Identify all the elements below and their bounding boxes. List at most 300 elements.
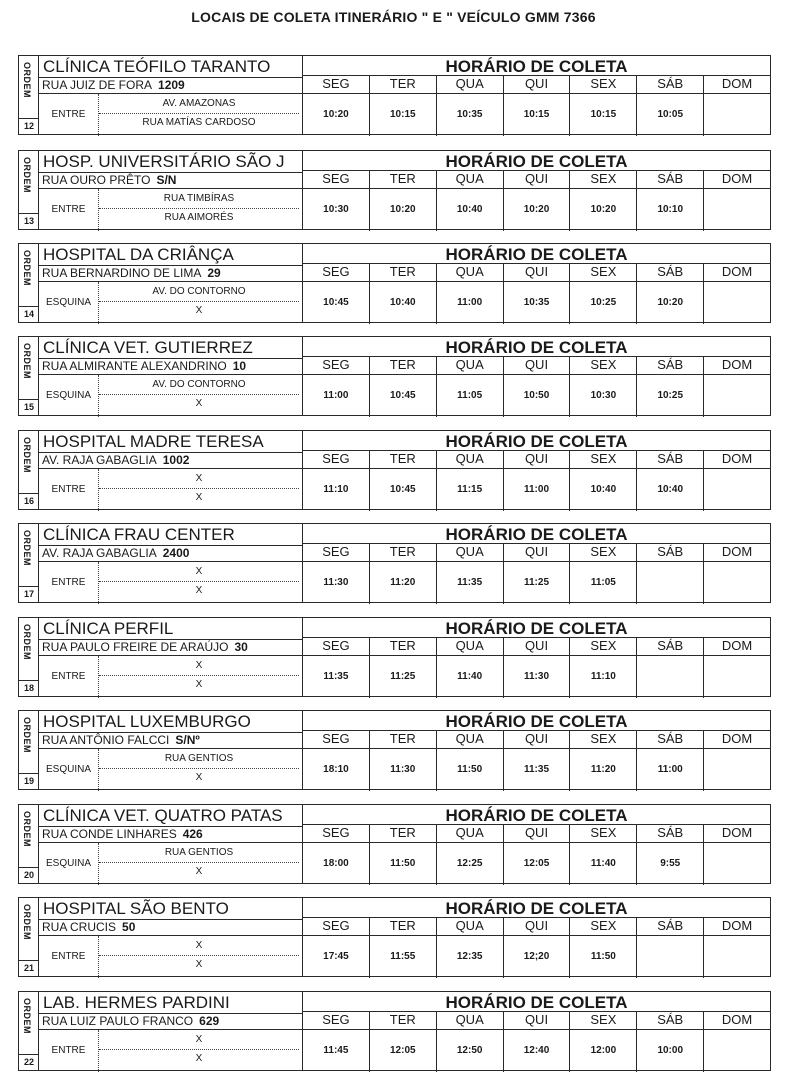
ordem-column: [19, 618, 39, 696]
street: RUA JUIZ DE FORA: [42, 78, 153, 92]
connector: ENTRE: [39, 562, 99, 604]
collection-time: 11:50: [370, 843, 437, 885]
day-header: QUI: [504, 451, 571, 468]
schedule: [303, 151, 770, 229]
days-row: [303, 171, 770, 189]
day-header: SÁB: [637, 171, 704, 188]
schedule-title: HORÁRIO DE COLETA: [303, 898, 770, 918]
day-header: TER: [370, 171, 437, 188]
collection-time: 10:30: [303, 189, 370, 231]
day-header: SEX: [570, 171, 637, 188]
day-header: SÁB: [637, 638, 704, 655]
day-header: SEX: [570, 264, 637, 281]
day-header: SEX: [570, 357, 637, 374]
ordem-label: ORDEM: [22, 624, 32, 660]
ordem-column: [19, 711, 39, 789]
day-header: SEG: [303, 544, 370, 561]
collection-time: 18:10: [303, 749, 370, 791]
address-row: [39, 172, 302, 189]
collection-time: 10:45: [370, 469, 437, 511]
schedule-title: HORÁRIO DE COLETA: [303, 805, 770, 825]
street: RUA ANTÔNIO FALCCI: [42, 733, 170, 747]
schedule: [303, 992, 770, 1070]
collection-time: 10:25: [570, 282, 637, 324]
location-card: [18, 991, 771, 1071]
day-header: TER: [370, 825, 437, 842]
location-info: [39, 151, 303, 229]
collection-time: 12:50: [437, 1030, 504, 1072]
cross-street-1: X: [99, 563, 299, 582]
day-header: SEX: [570, 451, 637, 468]
location-name: HOSP. UNIVERSITÁRIO SÃO J: [43, 152, 285, 171]
location-name: HOSPITAL MADRE TERESA: [43, 432, 264, 451]
ordem-number: 15: [19, 399, 39, 415]
ordem-label: ORDEM: [22, 437, 32, 473]
day-header: SÁB: [637, 264, 704, 281]
location-name: LAB. HERMES PARDINI: [43, 993, 230, 1012]
cross-street-2: X: [195, 1053, 203, 1064]
collection-time: 11:35: [303, 656, 370, 698]
day-header: SEG: [303, 731, 370, 748]
ordem-column: [19, 898, 39, 976]
day-header: TER: [370, 638, 437, 655]
ordem-column: [19, 524, 39, 602]
times-row: [303, 749, 770, 791]
collection-time: 10:35: [437, 94, 504, 136]
street-number: 29: [207, 266, 221, 280]
day-header: DOM: [721, 544, 753, 559]
day-header: SÁB: [637, 357, 704, 374]
days-row: [303, 357, 770, 375]
collection-time: 11:05: [437, 375, 504, 417]
ordem-label: ORDEM: [22, 62, 32, 98]
day-header: QUI: [504, 264, 571, 281]
day-header: QUI: [504, 171, 571, 188]
ordem-label: ORDEM: [22, 157, 32, 193]
street: RUA LUIZ PAULO FRANCO: [42, 1014, 194, 1028]
street: RUA BERNARDINO DE LIMA: [42, 266, 202, 280]
street: RUA CONDE LINHARES: [42, 827, 177, 841]
connector: ENTRE: [39, 1030, 99, 1072]
days-row: [303, 1012, 770, 1030]
collection-time: 11:40: [437, 656, 504, 698]
schedule-title: HORÁRIO DE COLETA: [303, 56, 770, 76]
collection-time: 10:05: [637, 94, 704, 136]
address-row: [39, 77, 302, 94]
collection-time: 10:00: [637, 1030, 704, 1072]
day-header: QUA: [437, 171, 504, 188]
connector: ESQUINA: [39, 375, 99, 417]
day-header: SEX: [570, 731, 637, 748]
address-row: [39, 265, 302, 282]
collection-time: 11:25: [370, 656, 437, 698]
collection-time: [704, 282, 770, 324]
days-row: [303, 638, 770, 656]
day-header: TER: [370, 918, 437, 935]
day-header: SÁB: [637, 731, 704, 748]
street: RUA ALMIRANTE ALEXANDRINO: [42, 359, 227, 373]
collection-time: [704, 562, 770, 604]
street-number: 50: [122, 920, 136, 934]
collection-time: 10:40: [370, 282, 437, 324]
cross-street-1: X: [99, 1031, 299, 1050]
schedule-title: HORÁRIO DE COLETA: [303, 151, 770, 171]
street-number: 426: [182, 827, 203, 841]
day-header: SÁB: [637, 451, 704, 468]
location-info: [39, 524, 303, 602]
collection-time: 11:05: [570, 562, 637, 604]
address-row: [39, 919, 302, 936]
address-row: [39, 639, 302, 656]
collection-time: 10:40: [437, 189, 504, 231]
ordem-number: 18: [19, 680, 39, 696]
day-header: SEG: [303, 918, 370, 935]
cross-street-1: RUA GENTIOS: [99, 844, 299, 863]
collection-time: 11:30: [303, 562, 370, 604]
address-row: [39, 452, 302, 469]
street-number: 30: [234, 640, 248, 654]
collection-time: [704, 843, 770, 885]
location-card: [18, 617, 771, 697]
collection-time: [704, 189, 770, 231]
collection-time: [704, 936, 770, 978]
cross-street-1: AV. AMAZONAS: [99, 95, 299, 114]
collection-time: [704, 469, 770, 511]
collection-time: 11:10: [570, 656, 637, 698]
day-header: QUA: [437, 264, 504, 281]
ordem-column: [19, 151, 39, 229]
street-number: 10: [232, 359, 247, 373]
collection-time: 12:40: [504, 1030, 571, 1072]
ordem-number: 16: [19, 493, 39, 509]
collection-time: 11:30: [370, 749, 437, 791]
location-info: [39, 431, 303, 509]
cross-street-2: X: [195, 585, 203, 596]
collection-time: 10:15: [370, 94, 437, 136]
day-header: SEG: [303, 451, 370, 468]
cross-street-2: RUA AIMORÉS: [164, 212, 234, 223]
collection-time: 10:15: [504, 94, 571, 136]
collection-time: [637, 936, 704, 978]
ordem-number: 17: [19, 586, 39, 602]
location-name: CLÍNICA PERFIL: [43, 619, 174, 638]
ordem-label: ORDEM: [22, 250, 32, 286]
day-header: QUA: [437, 357, 504, 374]
address-row: [39, 1013, 302, 1030]
street-number: S/N: [156, 173, 177, 187]
day-header: QUA: [437, 731, 504, 748]
cross-street-2: X: [195, 959, 203, 970]
day-header: QUI: [504, 544, 571, 561]
times-row: [303, 936, 770, 978]
day-header: TER: [370, 544, 437, 561]
collection-time: 10:35: [504, 282, 571, 324]
schedule-title: HORÁRIO DE COLETA: [303, 244, 770, 264]
cross-street-2: RUA MATÍAS CARDOSO: [142, 117, 256, 128]
cross-street-1: AV. DO CONTORNO: [99, 283, 299, 302]
location-card: [18, 430, 771, 510]
days-row: [303, 451, 770, 469]
collection-time: 10:20: [504, 189, 571, 231]
cross-street-2: X: [195, 772, 203, 783]
collection-time: 12:25: [437, 843, 504, 885]
connector: ENTRE: [39, 656, 99, 698]
collection-time: 10:40: [637, 469, 704, 511]
collection-time: 10:25: [637, 375, 704, 417]
location-name: CLÍNICA FRAU CENTER: [43, 525, 235, 544]
day-header: DOM: [721, 918, 753, 933]
collection-time: 11:35: [437, 562, 504, 604]
day-header: QUA: [437, 918, 504, 935]
schedule-title: HORÁRIO DE COLETA: [303, 992, 770, 1012]
collection-time: 12:05: [370, 1030, 437, 1072]
collection-time: 12;20: [504, 936, 571, 978]
street-number: 1209: [158, 78, 185, 92]
collection-time: 11:00: [637, 749, 704, 791]
ordem-column: [19, 992, 39, 1070]
day-header: QUI: [504, 76, 571, 93]
location-name: CLÍNICA TEÓFILO TARANTO: [43, 57, 271, 76]
ordem-number: 12: [19, 118, 39, 134]
street: RUA PAULO FREIRE DE ARAÚJO: [42, 640, 229, 654]
day-header: SEG: [303, 264, 370, 281]
ordem-number: 13: [19, 213, 39, 229]
collection-time: [704, 375, 770, 417]
location-info: [39, 992, 303, 1070]
days-row: [303, 825, 770, 843]
address-row: [39, 545, 302, 562]
day-header: TER: [370, 357, 437, 374]
location-card: [18, 523, 771, 603]
ordem-column: [19, 337, 39, 415]
location-info: [39, 618, 303, 696]
street-number: 629: [199, 1014, 220, 1028]
days-row: [303, 731, 770, 749]
collection-time: 11:50: [570, 936, 637, 978]
day-header: SEG: [303, 76, 370, 93]
day-header: TER: [370, 76, 437, 93]
location-name: CLÍNICA VET. GUTIERREZ: [43, 338, 253, 357]
day-header: DOM: [721, 171, 753, 186]
location-info: [39, 244, 303, 322]
collection-time: 10:15: [570, 94, 637, 136]
street: RUA OURO PRÊTO: [42, 173, 151, 187]
schedule: [303, 711, 770, 789]
ordem-label: ORDEM: [22, 530, 32, 566]
day-header: DOM: [721, 1012, 753, 1027]
collection-time: 12:00: [570, 1030, 637, 1072]
collection-time: 11:40: [570, 843, 637, 885]
day-header: QUA: [437, 544, 504, 561]
collection-time: [637, 656, 704, 698]
day-header: DOM: [721, 638, 753, 653]
cross-street-1: RUA GENTIOS: [99, 750, 299, 769]
collection-time: [704, 656, 770, 698]
collection-time: 10:20: [570, 189, 637, 231]
day-header: QUI: [504, 357, 571, 374]
collection-time: 12:35: [437, 936, 504, 978]
collection-time: 11:30: [504, 656, 571, 698]
ordem-number: 19: [19, 773, 39, 789]
connector: ENTRE: [39, 469, 99, 511]
collection-time: 11:55: [370, 936, 437, 978]
times-row: [303, 375, 770, 417]
cross-street-2: X: [195, 398, 203, 409]
schedule-title: HORÁRIO DE COLETA: [303, 711, 770, 731]
cross-street-1: RUA TIMBÍRAS: [99, 190, 299, 209]
day-header: SÁB: [637, 76, 704, 93]
times-row: [303, 656, 770, 698]
location-name: HOSPITAL SÃO BENTO: [43, 899, 229, 918]
location-name: HOSPITAL DA CRIÂNÇA: [43, 245, 234, 264]
schedule: [303, 524, 770, 602]
address-row: [39, 732, 302, 749]
collection-time: [704, 1030, 770, 1072]
cross-street-1: X: [99, 470, 299, 489]
schedule: [303, 431, 770, 509]
times-row: [303, 1030, 770, 1072]
collection-time: 11:15: [437, 469, 504, 511]
collection-time: 11:20: [370, 562, 437, 604]
connector: ENTRE: [39, 936, 99, 978]
collection-time: 10:50: [504, 375, 571, 417]
day-header: QUA: [437, 638, 504, 655]
day-header: QUA: [437, 825, 504, 842]
collection-time: 11:00: [504, 469, 571, 511]
ordem-column: [19, 431, 39, 509]
schedule-title: HORÁRIO DE COLETA: [303, 337, 770, 357]
collection-time: 11:00: [437, 282, 504, 324]
street: AV. RAJA GABAGLIA: [42, 453, 157, 467]
day-header: SÁB: [637, 544, 704, 561]
ordem-label: ORDEM: [22, 811, 32, 847]
day-header: TER: [370, 264, 437, 281]
collection-time: 9:55: [637, 843, 704, 885]
collection-time: 10:40: [570, 469, 637, 511]
ordem-number: 20: [19, 867, 39, 883]
times-row: [303, 282, 770, 324]
collection-time: 10:20: [370, 189, 437, 231]
ordem-label: ORDEM: [22, 998, 32, 1034]
location-card: [18, 243, 771, 323]
day-header: SEX: [570, 638, 637, 655]
collection-time: 11:00: [303, 375, 370, 417]
schedule: [303, 337, 770, 415]
address-row: [39, 826, 302, 843]
address-row: [39, 358, 302, 375]
times-row: [303, 562, 770, 604]
day-header: DOM: [721, 731, 753, 746]
ordem-column: [19, 805, 39, 883]
day-header: SEX: [570, 825, 637, 842]
collection-time: 11:25: [504, 562, 571, 604]
schedule: [303, 898, 770, 976]
day-header: QUI: [504, 918, 571, 935]
ordem-number: 14: [19, 306, 39, 322]
days-row: [303, 76, 770, 94]
connector: ESQUINA: [39, 843, 99, 885]
collection-time: 11:20: [570, 749, 637, 791]
collection-time: [704, 749, 770, 791]
collection-time: 11:50: [437, 749, 504, 791]
collection-time: 18:00: [303, 843, 370, 885]
day-header: SEG: [303, 357, 370, 374]
location-name: HOSPITAL LUXEMBURGO: [43, 712, 251, 731]
day-header: SEX: [570, 1012, 637, 1029]
location-info: [39, 805, 303, 883]
location-card: [18, 897, 771, 977]
collection-time: 11:45: [303, 1030, 370, 1072]
cross-street-1: X: [99, 657, 299, 676]
connector: ENTRE: [39, 94, 99, 136]
schedule: [303, 805, 770, 883]
connector: ESQUINA: [39, 749, 99, 791]
collection-time: 11:10: [303, 469, 370, 511]
collection-time: 10:45: [370, 375, 437, 417]
street-number: 1002: [162, 453, 190, 467]
day-header: SEG: [303, 638, 370, 655]
day-header: QUI: [504, 638, 571, 655]
street-number: 2400: [162, 546, 190, 560]
collection-time: 10:10: [637, 189, 704, 231]
days-row: [303, 264, 770, 282]
page-title: LOCAIS DE COLETA ITINERÁRIO " E " VEÍCULO GMM 7366: [191, 9, 596, 25]
location-card: [18, 150, 771, 230]
ordem-label: ORDEM: [22, 904, 32, 940]
days-row: [303, 918, 770, 936]
street: AV. RAJA GABAGLIA: [42, 546, 157, 560]
collection-time: 10:30: [570, 375, 637, 417]
cross-street-2: X: [195, 866, 203, 877]
location-info: [39, 337, 303, 415]
day-header: SEX: [570, 544, 637, 561]
location-card: [18, 336, 771, 416]
schedule-title: HORÁRIO DE COLETA: [303, 524, 770, 544]
day-header: SÁB: [637, 1012, 704, 1029]
street-number: S/Nº: [175, 733, 200, 747]
day-header: DOM: [721, 76, 753, 91]
location-card: [18, 710, 771, 790]
street: RUA CRUCIS: [42, 920, 117, 934]
cross-street-2: X: [195, 679, 203, 690]
ordem-number: 22: [19, 1054, 39, 1070]
cross-street-2: X: [195, 492, 203, 503]
day-header: SÁB: [637, 918, 704, 935]
day-header: QUA: [437, 1012, 504, 1029]
day-header: TER: [370, 451, 437, 468]
collection-time: 10:45: [303, 282, 370, 324]
schedule-title: HORÁRIO DE COLETA: [303, 431, 770, 451]
day-header: TER: [370, 1012, 437, 1029]
collection-time: 17:45: [303, 936, 370, 978]
connector: ESQUINA: [39, 282, 99, 324]
ordem-label: ORDEM: [22, 343, 32, 379]
ordem-label: ORDEM: [22, 717, 32, 753]
location-info: [39, 56, 303, 134]
day-header: SEG: [303, 171, 370, 188]
collection-time: 10:20: [303, 94, 370, 136]
day-header: QUI: [504, 1012, 571, 1029]
day-header: TER: [370, 731, 437, 748]
collection-time: 12:05: [504, 843, 571, 885]
day-header: QUI: [504, 731, 571, 748]
times-row: [303, 189, 770, 231]
day-header: SÁB: [637, 825, 704, 842]
collection-time: 11:35: [504, 749, 571, 791]
schedule: [303, 244, 770, 322]
day-header: SEG: [303, 825, 370, 842]
schedule: [303, 56, 770, 134]
